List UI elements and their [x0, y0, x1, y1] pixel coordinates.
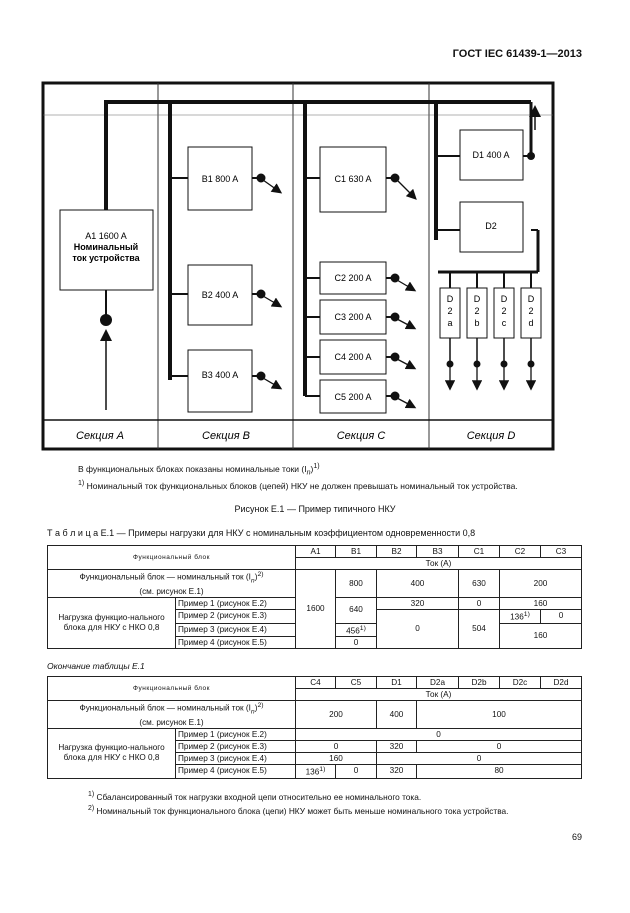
assembly-diagram — [40, 80, 560, 452]
cell: 100 — [417, 701, 582, 729]
col-header: D2c — [500, 677, 541, 689]
cell: 200 — [500, 570, 582, 598]
cell: 400 — [377, 570, 459, 598]
load-label: Нагрузка функцио-нального блока для НКУ с НКО 0,8 — [48, 729, 176, 779]
block-c4-label: C4 200 A — [334, 352, 372, 362]
figure-note: В функциональных блоках показаны номинальные токи $(I_n)^{1)}$ — [78, 462, 320, 477]
cell: 80 — [417, 765, 582, 779]
section-c-label: Секция C — [336, 430, 386, 442]
block-c2-label: C2 200 A — [334, 273, 372, 283]
example-label: Пример 2 (рисунок E.3) — [176, 610, 296, 624]
col-header: D1 — [377, 677, 417, 689]
block-b3 — [188, 350, 252, 412]
load-table-continued — [47, 676, 582, 779]
note-2: $^{2)}$ Номинальный ток функционального блока (цепи) НКУ может быть меньше номинального тока устройства. — [88, 804, 509, 816]
table-title: Т а б л и ц а E.1 — Примеры нагрузки для НКУ с номинальным коэффициентом одновременности 0,8 — [47, 528, 476, 538]
d2c-char-3: c — [501, 318, 507, 328]
cell: 640 — [336, 598, 377, 624]
block-c1-label: C1 630 A — [334, 174, 372, 184]
load-label: Нагрузка функцио-нального блока для НКУ с НКО 0,8 — [48, 598, 176, 649]
block-d2-label: D2 — [485, 221, 497, 231]
col-header: C1 — [459, 546, 500, 558]
block-a1-label-1: A1 1600 A — [85, 231, 127, 241]
header-functional-block: Функциональный блок — [48, 546, 296, 570]
col-header: D2a — [417, 677, 459, 689]
col-header: C3 — [541, 546, 582, 558]
table-continuation-title: Окончание таблицы E.1 — [47, 661, 145, 671]
cell: 0 — [296, 741, 377, 753]
block-b1-label: B1 800 A — [201, 174, 239, 184]
d2b-char-1: D — [473, 294, 481, 304]
cell: 630 — [459, 570, 500, 598]
rated-current-label: Функциональный блок — номинальный ток $(I_n)^{2)}$ (см. рисунок E.1) — [48, 570, 296, 598]
block-b3-label: B3 400 A — [201, 370, 239, 380]
col-header: D2d — [541, 677, 582, 689]
example-label: Пример 2 (рисунок E.3) — [176, 741, 296, 753]
cell: 0 — [459, 598, 500, 610]
block-b2-label: B2 400 A — [201, 290, 239, 300]
section-d-label: Секция D — [466, 430, 516, 442]
cell: 504 — [459, 610, 500, 649]
example-label: Пример 3 (рисунок E.4) — [176, 623, 296, 637]
cell: 200 — [296, 701, 377, 729]
section-a-label: Секция A — [76, 430, 124, 442]
block-a1-label-3: ток устройства — [72, 253, 140, 263]
cell: 0 — [541, 610, 582, 624]
current-unit: Ток (A) — [296, 558, 582, 570]
example-label: Пример 3 (рисунок E.4) — [176, 753, 296, 765]
example-label: Пример 4 (рисунок E.5) — [176, 637, 296, 649]
col-header: C4 — [296, 677, 336, 689]
example-label: Пример 1 (рисунок E.2) — [176, 598, 296, 610]
cell: 320 — [377, 741, 417, 753]
cell: 0 — [336, 765, 377, 779]
header-functional-block: Функциональный блок — [48, 677, 296, 701]
note-1: $^{1)}$ Сбалансированный ток нагрузки входной цепи относительно ее номинального тока. — [88, 791, 422, 802]
cell: 160 — [296, 753, 377, 765]
col-header: B1 — [336, 546, 377, 558]
page-number: 69 — [571, 832, 582, 842]
cell: 0 — [296, 729, 582, 741]
d2d-char-1: D — [527, 294, 535, 304]
load-table — [47, 545, 582, 649]
col-header: A1 — [296, 546, 336, 558]
block-a1-label-2: Номинальный — [73, 242, 139, 252]
cell: 0 — [377, 610, 459, 649]
example-label: Пример 4 (рисунок E.5) — [176, 765, 296, 779]
d2d-char-2: 2 — [528, 306, 534, 316]
cell: 136$^{1)}$ — [500, 610, 541, 624]
cell: 800 — [336, 570, 377, 598]
current-unit: Ток (A) — [296, 689, 582, 701]
cell: 136$^{1)}$ — [296, 765, 336, 779]
cell: 456$^{1)}$ — [336, 623, 377, 637]
section-b-label: Секция B — [202, 430, 250, 442]
cell: 320 — [377, 765, 417, 779]
d2a-char-2: 2 — [447, 306, 453, 316]
col-header: C2 — [500, 546, 541, 558]
block-c5-label: C5 200 A — [334, 392, 372, 402]
block-c3-label: C3 200 A — [334, 312, 372, 322]
d2a-char-3: a — [447, 318, 453, 328]
cell: 0 — [417, 741, 582, 753]
col-header: D2b — [459, 677, 500, 689]
rated-current-label: Функциональный блок — номинальный ток $(I_n)^{2)}$ (см. рисунок E.1) — [48, 701, 296, 729]
cell: 400 — [377, 701, 417, 729]
cell: 320 — [377, 598, 459, 610]
d2c-char-1: D — [500, 294, 508, 304]
col-header: C5 — [336, 677, 377, 689]
cell: 160 — [500, 598, 582, 610]
d2d-char-3: d — [528, 318, 534, 328]
d2c-char-2: 2 — [501, 306, 507, 316]
figure-footnote: $^{1)}$ Номинальный ток функциональных блоков (цепей) НКУ не должен превышать номинальный ток устройства. — [78, 479, 518, 491]
a1-value: 1600 — [296, 570, 336, 649]
figure-title: Рисунок E.1 — Пример типичного НКУ — [234, 504, 396, 514]
d2b-char-3: b — [474, 318, 480, 328]
document-header: ГОСТ IEC 61439-1—2013 — [452, 48, 582, 60]
col-header: B3 — [417, 546, 459, 558]
cell: 0 — [336, 637, 377, 649]
col-header: B2 — [377, 546, 417, 558]
example-label: Пример 1 (рисунок E.2) — [176, 729, 296, 741]
cell: 160 — [500, 623, 582, 649]
table-notes — [60, 789, 580, 817]
block-d1-label: D1 400 A — [472, 150, 510, 160]
d2a-char-1: D — [446, 294, 454, 304]
cell: 0 — [377, 753, 582, 765]
d2b-char-2: 2 — [474, 306, 480, 316]
